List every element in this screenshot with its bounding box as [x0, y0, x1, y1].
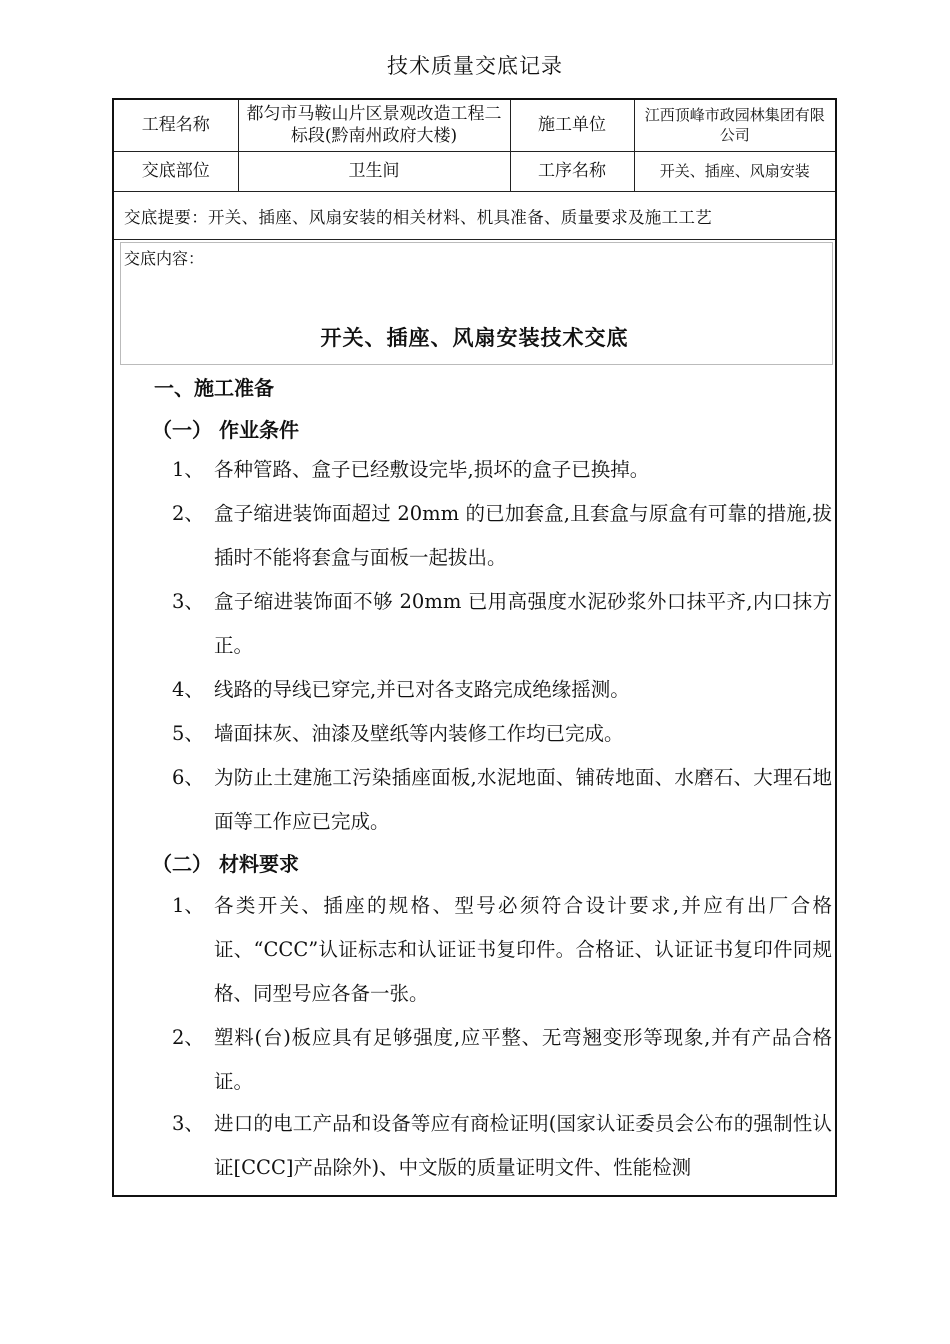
- list-item: [172, 580, 832, 668]
- item-number: 2、: [172, 502, 204, 525]
- subsection-heading-conditions: （一） 作业条件: [152, 418, 299, 442]
- process-value: 开关、插座、风扇安装: [634, 151, 835, 191]
- content-title: 开关、插座、风扇安装技术交底: [320, 325, 629, 350]
- list-item: [172, 884, 832, 1016]
- item-number: 3、: [172, 1112, 204, 1135]
- construction-unit-value: 江西顶峰市政园林集团有限公司: [634, 100, 835, 151]
- item-text: 盒子缩进装饰面不够 20mm 已用高强度水泥砂浆外口抹平齐,内口抹方正。: [214, 590, 832, 657]
- list-item: [172, 448, 832, 492]
- item-number: 2、: [172, 1026, 204, 1049]
- list-item: [172, 492, 832, 580]
- item-text: 线路的导线已穿完,并已对各支路完成绝缘摇测。: [214, 678, 630, 701]
- item-number: 1、: [172, 458, 204, 481]
- item-number: 4、: [172, 678, 204, 701]
- document-title: 技术质量交底记录: [387, 54, 563, 78]
- process-label: 工序名称: [510, 151, 634, 191]
- item-text: 各类开关、插座的规格、型号必须符合设计要求,并应有出厂合格证、“CCC”认证标志和认证证书复印件。合格证、认证证书复印件同规格、同型号应各备一张。: [214, 894, 832, 1005]
- list-item: [172, 712, 832, 756]
- meta-table: [114, 100, 835, 192]
- item-text: 塑料(台)板应具有足够强度,应平整、无弯翘变形等现象,并有产品合格证。: [214, 1026, 832, 1093]
- project-name-value: 都匀市马鞍山片区景观改造工程二标段(黔南州政府大楼): [238, 100, 510, 151]
- location-label: 交底部位: [114, 151, 238, 191]
- item-number: 5、: [172, 722, 204, 745]
- record-form: [112, 98, 837, 1197]
- list-item: [172, 756, 832, 844]
- divider: [114, 239, 835, 240]
- item-text: 盒子缩进装饰面超过 20mm 的已加套盒,且套盒与原盒有可靠的措施,拔插时不能将套盒与面板一起拔出。: [214, 502, 832, 569]
- project-name-label: 工程名称: [114, 100, 238, 151]
- location-value: 卫生间: [238, 151, 510, 191]
- list-item: [172, 668, 832, 712]
- item-number: 3、: [172, 590, 204, 613]
- construction-unit-label: 施工单位: [510, 100, 634, 151]
- item-number: 1、: [172, 894, 204, 917]
- item-text: 进口的电工产品和设备等应有商检证明(国家认证委员会公布的强制性认证[CCC]产品除外)、中文版的质量证明文件、性能检测: [214, 1112, 832, 1179]
- item-text: 墙面抹灰、油漆及壁纸等内装修工作均已完成。: [214, 722, 624, 745]
- content-label: 交底内容：: [124, 249, 205, 268]
- item-text: 各种管路、盒子已经敷设完毕,损坏的盒子已换掉。: [214, 458, 650, 481]
- item-number: 6、: [172, 766, 204, 789]
- item-text: 为防止土建施工污染插座面板,水泥地面、铺砖地面、水磨石、大理石地面等工作应已完成。: [214, 766, 832, 833]
- list-item: [172, 1102, 832, 1190]
- section-heading: 一、施工准备: [154, 376, 274, 400]
- subsection-heading-materials: （二） 材料要求: [152, 852, 299, 876]
- list-item: [172, 1016, 832, 1104]
- summary: 交底提要：开关、插座、风扇安装的相关材料、机具准备、质量要求及施工工艺: [124, 208, 712, 227]
